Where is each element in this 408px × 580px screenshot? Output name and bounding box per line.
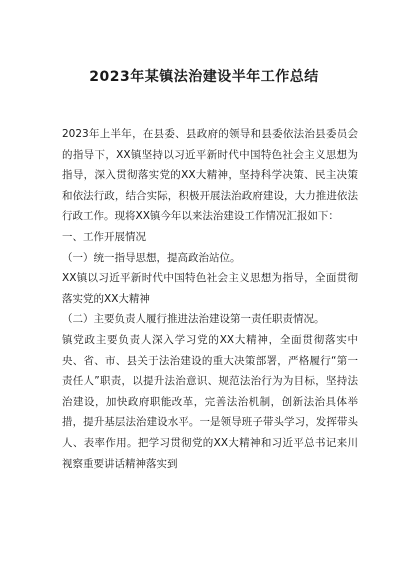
document-body	[62, 124, 358, 474]
intro-paragraph: 2023年上半年，在县委、县政府的领导和县委依法治县委员会的指导下，XX镇坚持以习近平新时代中国特色社会主义思想为指导，深入贯彻落实党的XX大精神，坚持科学决策、民主决策和依法行政，结合实际，积极开展法治政府建设，大力推进依法行政工作。现将XX镇今年以来法治建设工作情况汇报如下：	[62, 128, 358, 223]
subsection-heading-2: （二）主要负责人履行推进法治建设第一责任职责情况。	[62, 313, 325, 326]
section-heading: 一、工作开展情况	[62, 230, 146, 243]
document-title: 2023年某镇法治建设半年工作总结	[89, 69, 319, 85]
subsection-2-paragraph: 镇党政主要负责人深入学习党的XX大精神，全面贯彻落实中央、省、市、县关于法治建设的重大决策部署，严格履行“第一责任人”职责，以提升法治意识、规范法治行为为目标，坚持法治建设，加快政府职能改革，完善法治机制，创新法治具体举措，提升基层法治建设水平。一是领导班子带头学习，发挥带头人、表率作用。把学习贯彻党的XX大精神和习近平总书记来川视察重要讲话精神落实到	[62, 333, 358, 470]
subsection-heading-1: （一）统一指导思想，提高政治站位。	[62, 251, 241, 264]
subsection-1-paragraph: XX镇以习近平新时代中国特色社会主义思想为指导，全面贯彻落实党的XX大精神	[62, 272, 358, 305]
